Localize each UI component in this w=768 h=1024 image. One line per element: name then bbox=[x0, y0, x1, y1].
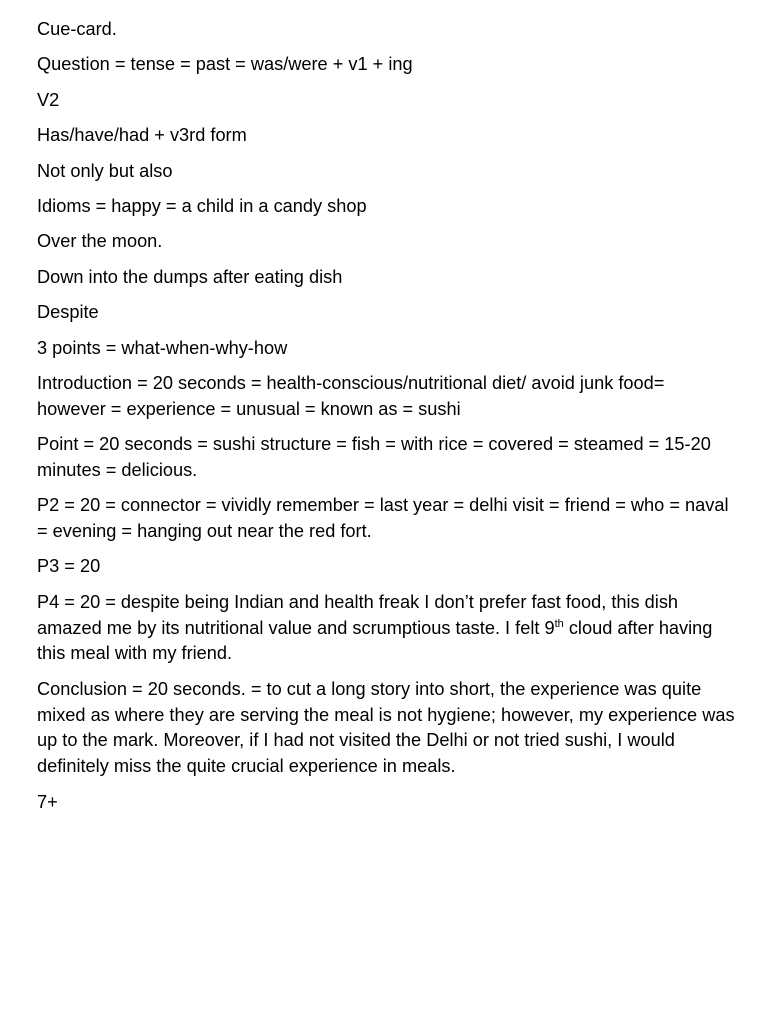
note-three-points: 3 points = what-when-why-how bbox=[37, 337, 288, 358]
note-question-tense: Question = tense = past = was/were + v1 + ing bbox=[37, 54, 413, 75]
heading-cue-card: Cue-card. bbox=[37, 19, 117, 39]
note-conclusion: Conclusion = 20 seconds. = to cut a long story into short, the experience was quite mixed as where they are serving the meal is not hygiene; however, my experience was up to the mark. Moreover, if I had not visited the Delhi or not tried sushi, I would definitely miss the quite crucial experience in meals. bbox=[37, 678, 735, 777]
note-p4-superscript: th bbox=[554, 617, 564, 630]
note-perfect-form: Has/have/had + v3rd form bbox=[37, 125, 247, 146]
note-p4-text-end: cloud after having this meal with my friend. bbox=[37, 617, 713, 664]
note-despite: Despite bbox=[37, 302, 99, 323]
note-score: 7+ bbox=[37, 791, 58, 812]
note-p4 bbox=[37, 590, 737, 667]
document-page bbox=[37, 17, 737, 825]
note-v2: V2 bbox=[37, 89, 60, 110]
note-point: Point = 20 seconds = sushi structure = fish = with rice = covered = steamed = 15-20 minutes = delicious. bbox=[37, 434, 711, 480]
note-idioms: Idioms = happy = a child in a candy shop bbox=[37, 195, 367, 216]
note-introduction: Introduction = 20 seconds = health-conscious/nutritional diet/ avoid junk food= however = experience = unusual = known as = sushi bbox=[37, 372, 665, 419]
note-down-in-dumps: Down into the dumps after eating dish bbox=[37, 266, 343, 287]
note-p2: P2 = 20 = connector = vividly remember = last year = delhi visit = friend = who = naval = evening = hanging out near the red fort. bbox=[37, 495, 729, 542]
note-p4-text-start: P4 = 20 = despite being Indian and health freak I don’t prefer fast food, this dish amazed me by its nutritional value and scrumptious taste. I felt 9 bbox=[37, 591, 679, 638]
note-p3: P3 = 20 bbox=[37, 556, 101, 577]
note-over-the-moon: Over the moon. bbox=[37, 231, 163, 252]
note-not-only-but-also: Not only but also bbox=[37, 160, 173, 181]
